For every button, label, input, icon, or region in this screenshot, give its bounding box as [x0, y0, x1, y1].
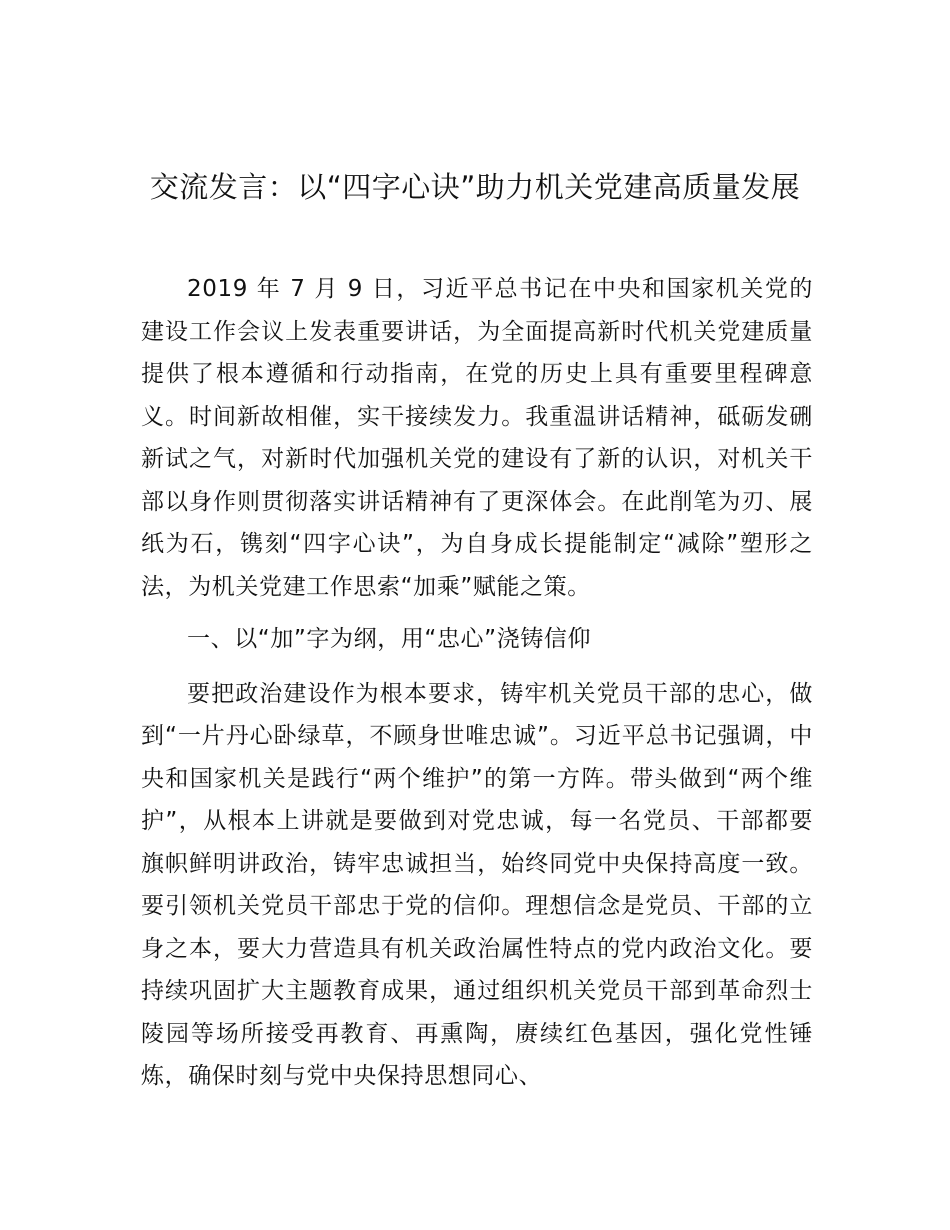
section-1-paragraph: 要把政治建设作为根本要求，铸牢机关党员干部的忠心，做到“一片丹心卧绿草，不顾身世唯忠诚”。习近平总书记强调，中央和国家机关是践行“两个维护”的第一方阵。带头做到“两个维护”，从根本上讲就是要做到对党忠诚，每一名党员、干部都要旗帜鲜明讲政治，铸牢忠诚担当，始终同党中央保持高度一致。要引领机关党员干部忠于党的信仰。理想信念是党员、干部的立身之本，要大力营造具有机关政治属性特点的党内政治文化。要持续巩固扩大主题教育成果，通过组织机关党员干部到革命烈士陵园等场所接受再教育、再熏陶，赓续红色基因，强化党性锤炼，确保时刻与党中央保持思想同心、 [141, 680, 813, 1089]
document-body [141, 268, 813, 1098]
intro-paragraph: 2019 年 7 月 9 日，习近平总书记在中央和国家机关党的建设工作会议上发表重要讲话，为全面提高新时代机关党建质量提供了根本遵循和行动指南，在党的历史上具有重要里程碑意义。时间新故相催，实干接续发力。我重温讲话精神，砥砺发硎新试之气，对新时代加强机关党的建设有了新的认识，对机关干部以身作则贯彻落实讲话精神有了更深体会。在此削笔为刃、展纸为石，镌刻“四字心诀”，为自身成长提能制定“减除”塑形之法，为机关党建工作思索“加乘”赋能之策。 [141, 276, 813, 600]
document-title: 交流发言：以“四字心诀”助力机关党建高质量发展 [149, 170, 801, 204]
section-heading-1: 一、以“加”字为纲，用“忠心”浇铸信仰 [187, 626, 592, 652]
